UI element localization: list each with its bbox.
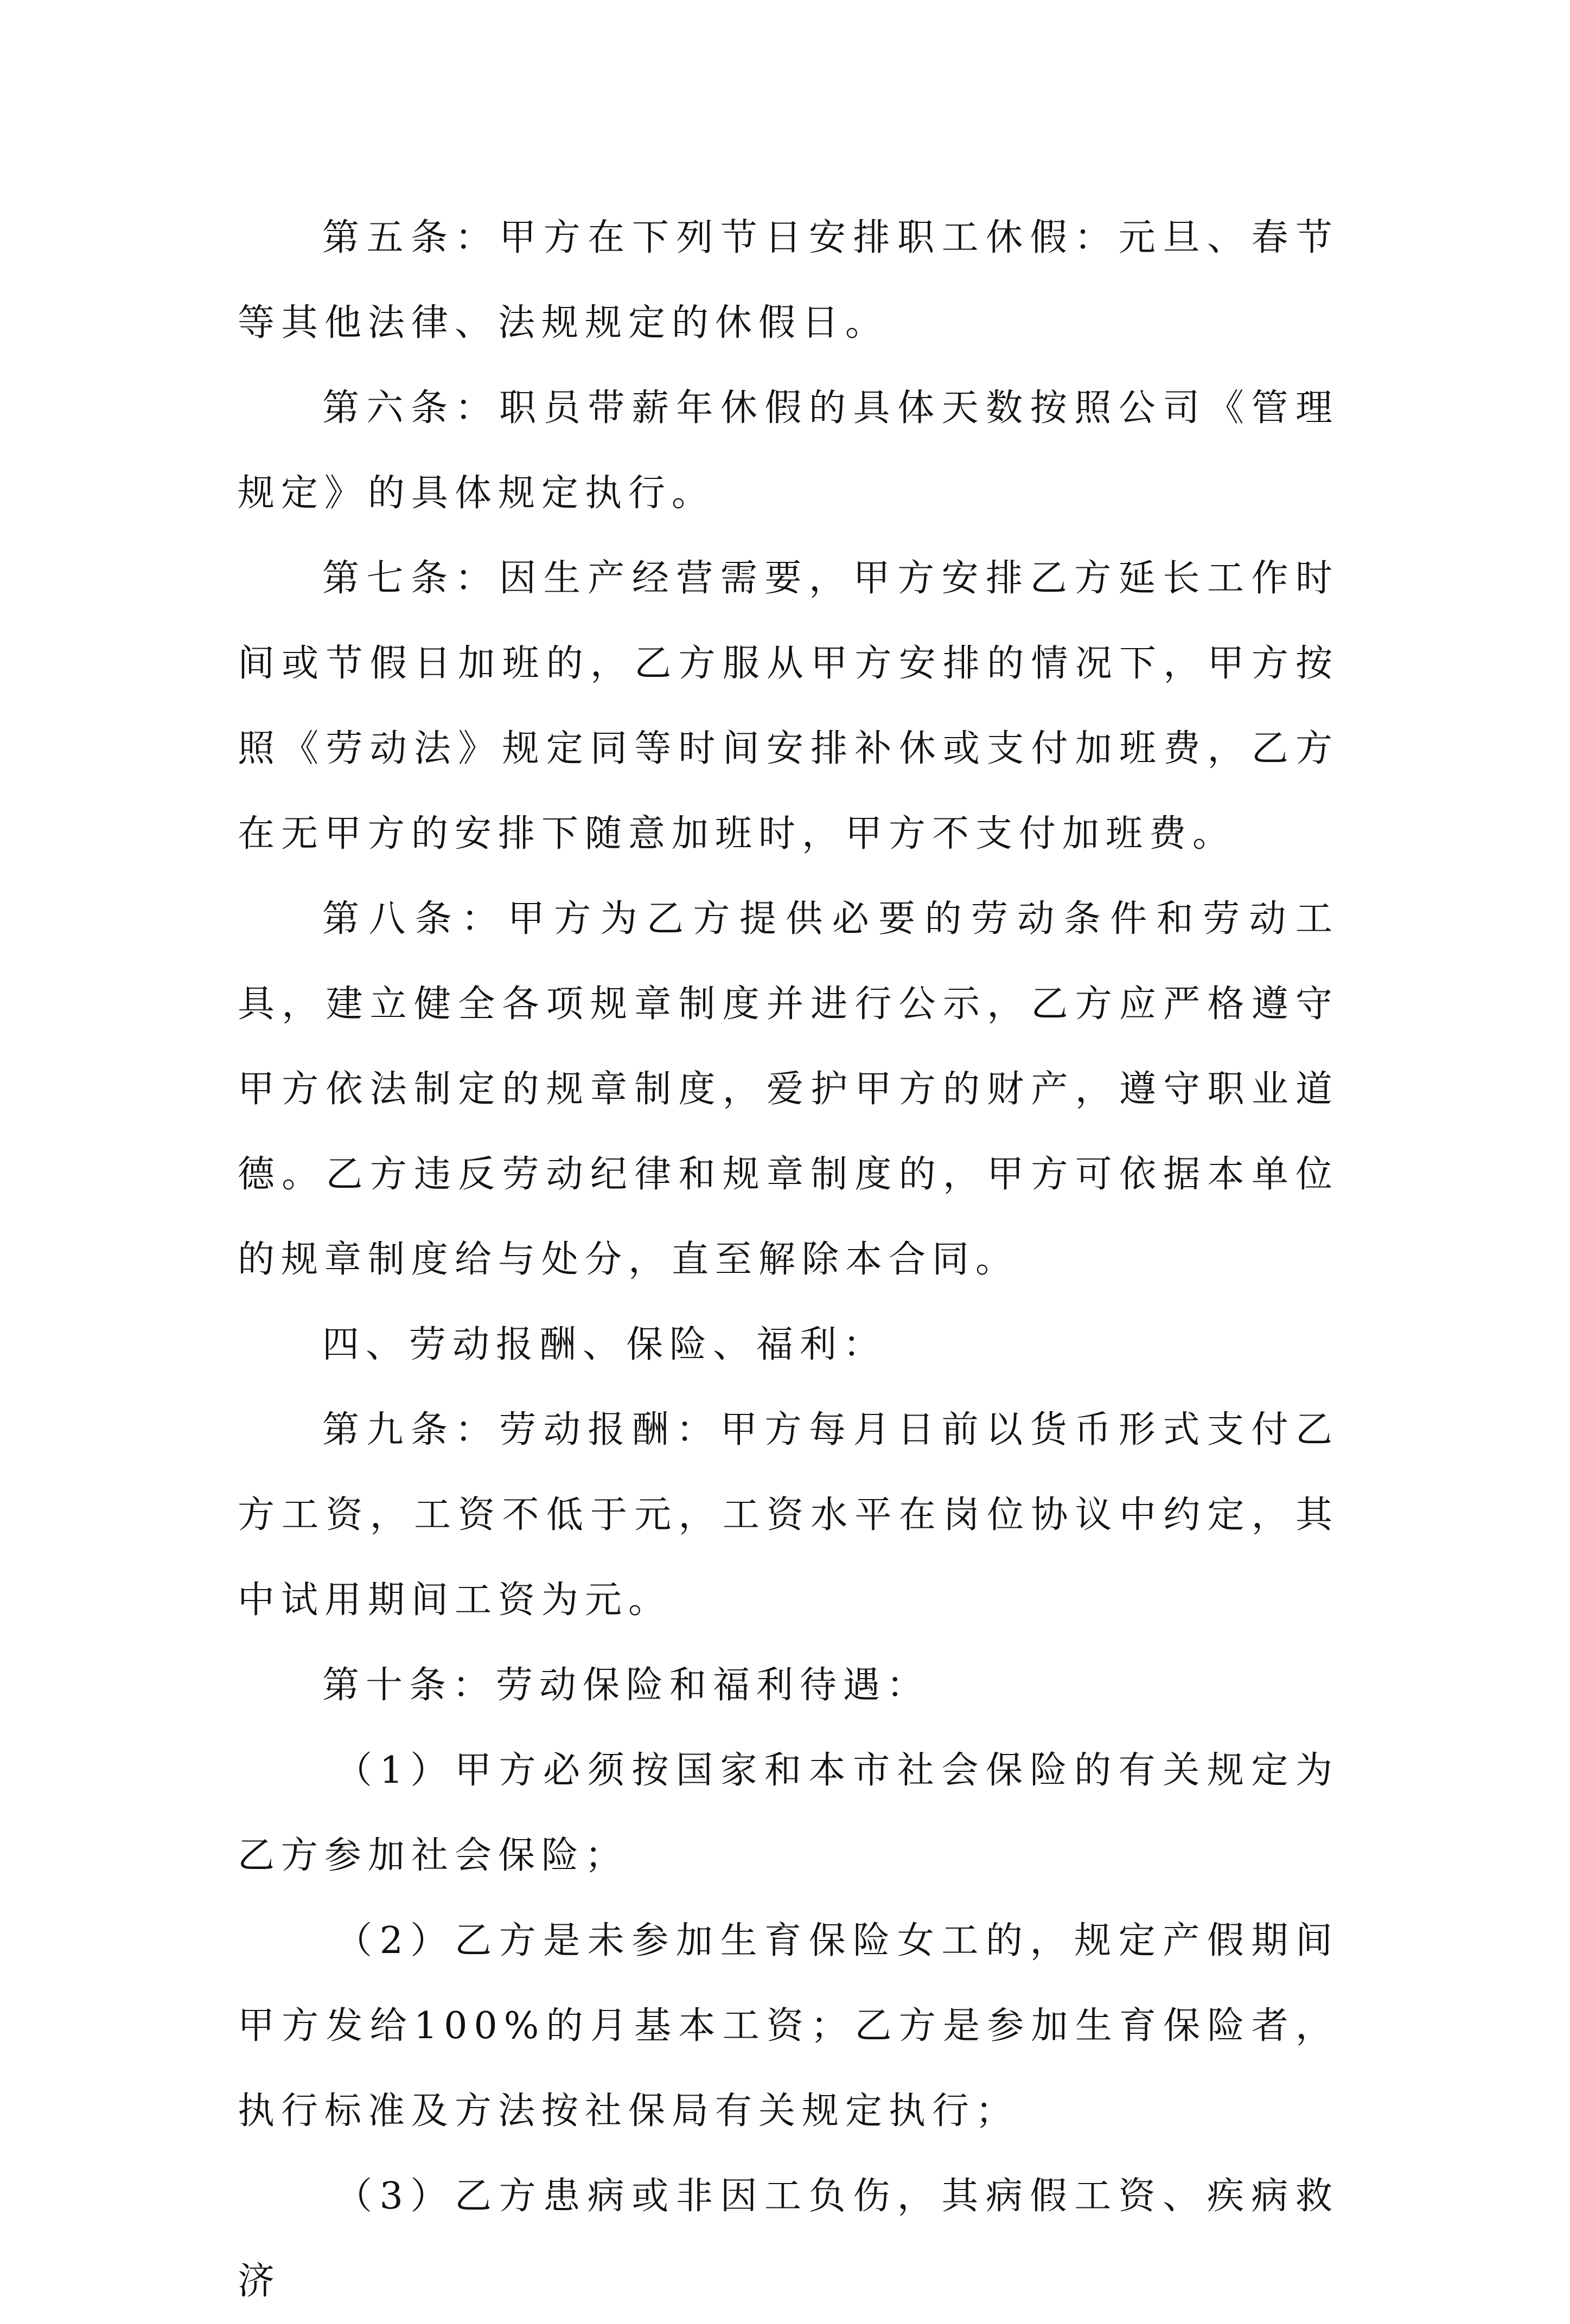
list-item-1: （1）甲方必须按国家和本市社会保险的有关规定为乙方参加社会保险； — [238, 1749, 1339, 1877]
paragraph-article-8: 第八条：甲方为乙方提供必要的劳动条件和劳动工具，建立健全各项规章制度并进行公示，乙方应严格遵守甲方依法制定的规章制度，爱护甲方的财产，遵守职业道德。乙方违反劳动纪律和规章制度的，甲方可依据本单位的规章制度给与处分，直至解除本合同。 — [238, 898, 1339, 1281]
paragraph-article-9: 第九条：劳动报酬：甲方每月日前以货币形式支付乙方工资，工资不低于元，工资水平在岗位协议中约定，其中试用期间工资为元。 — [238, 1409, 1339, 1622]
paragraph-article-5: 第五条：甲方在下列节日安排职工休假：元旦、春节等其他法律、法规规定的休假日。 — [238, 216, 1339, 344]
list-item-3: （3）乙方患病或非因工负伤，其病假工资、疾病救济 — [238, 2175, 1339, 2303]
document-body — [238, 195, 1339, 2324]
list-item-2: （2）乙方是未参加生育保险女工的，规定产假期间甲方发给100%的月基本工资；乙方是参加生育保险者，执行标准及方法按社保局有关规定执行； — [238, 1919, 1339, 2133]
paragraph-article-6: 第六条：职员带薪年休假的具体天数按照公司《管理规定》的具体规定执行。 — [238, 387, 1339, 515]
paragraph-article-7: 第七条：因生产经营需要，甲方安排乙方延长工作时间或节假日加班的，乙方服从甲方安排的情况下，甲方按照《劳动法》规定同等时间安排补休或支付加班费，乙方在无甲方的安排下随意加班时，甲方不支付加班费。 — [238, 557, 1339, 855]
section-heading-remuneration: 四、劳动报酬、保险、福利： — [322, 1323, 887, 1366]
paragraph-article-10: 第十条：劳动保险和福利待遇： — [322, 1664, 930, 1707]
